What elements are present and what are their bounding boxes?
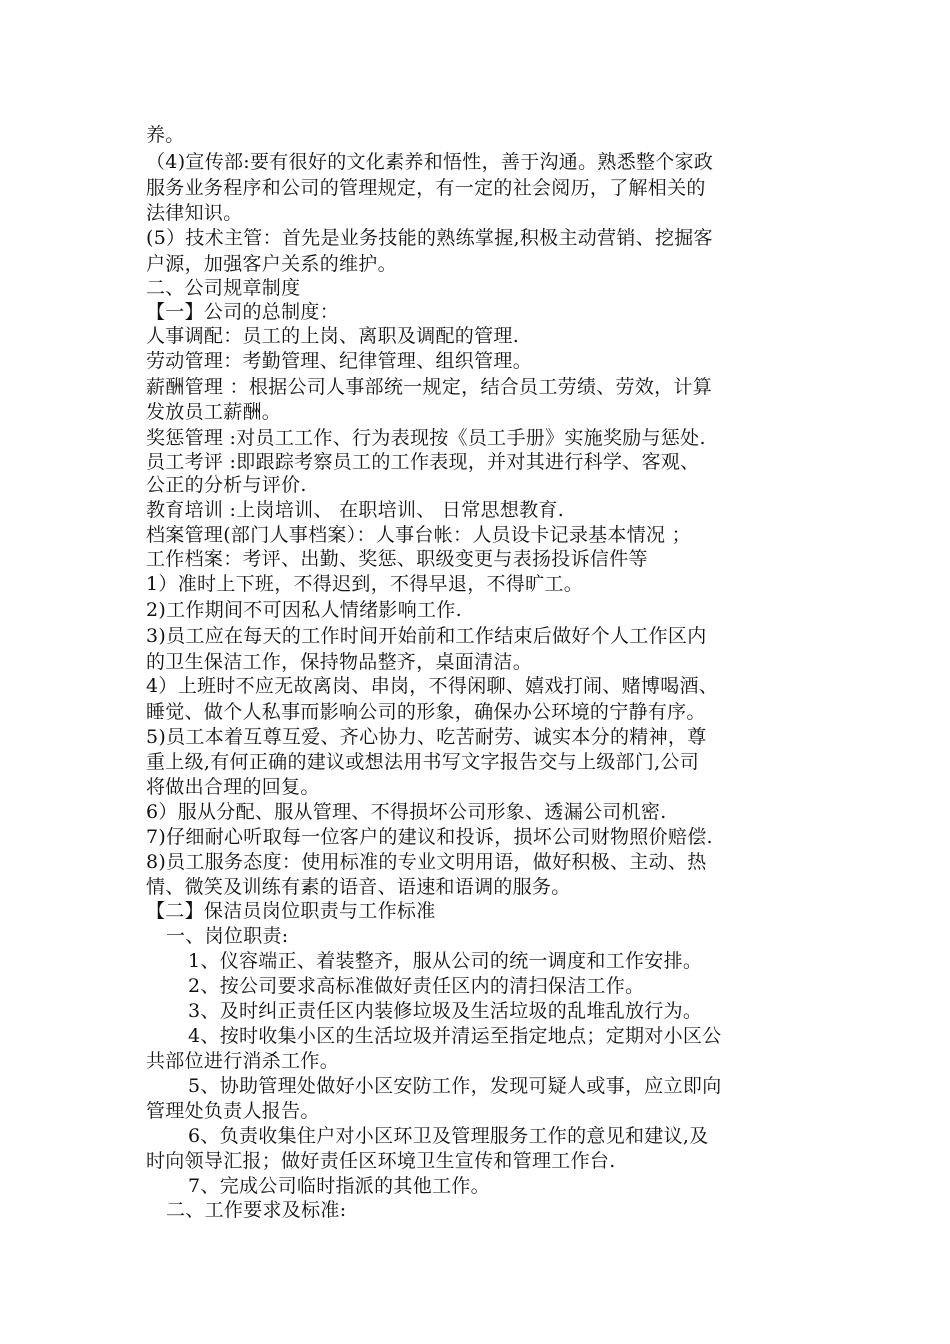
text-line: (5）技术主管：首先是业务技能的熟练掌握,积极主动营销、挖掘客	[146, 227, 713, 249]
text-line: 档案管理(部门人事档案）：人事台帐：人员设卡记录基本情况 ；	[146, 524, 691, 546]
text-line: 2)工作期间不可因私人情绪影响工作.	[146, 599, 462, 621]
subsection-heading: 【二】保洁员岗位职责与工作标准	[146, 900, 436, 922]
subsection-heading: 【一】公司的总制度：	[146, 301, 340, 323]
text-line: 户源，加强客户关系的维护。	[146, 253, 397, 275]
list-item: 7、完成公司临时指派的其他工作。	[188, 1175, 490, 1197]
text-line: 教育培训 :上岗培训、 在职培训、 日常思想教育.	[146, 499, 565, 521]
list-item: 5、协助管理处做好小区安防工作，发现可疑人或事，应立即向	[188, 1075, 722, 1097]
section-heading: 二、工作要求及标准:	[166, 1199, 347, 1221]
list-item: 4、按时收集小区的生活垃圾并清运至指定地点；定期对小区公	[188, 1025, 722, 1047]
text-line: 4）上班时不应无故离岗、串岗，不得闲聊、嬉戏打闹、赌博喝酒、	[146, 675, 719, 697]
text-line: （4)宣传部:要有很好的文化素养和悟性，善于沟通。熟悉整个家政	[146, 151, 714, 173]
text-line: 人事调配：员工的上岗、离职及调配的管理.	[146, 325, 520, 347]
text-line: 奖惩管理 :对员工工作、行为表现按《员工手册》实施奖励与惩处.	[146, 427, 706, 449]
text-line: 管理处负责人报告。	[146, 1100, 320, 1122]
text-line: 发放员工薪酬。	[146, 401, 282, 423]
list-item: 3、及时纠正责任区内装修垃圾及生活垃圾的乱堆乱放行为。	[188, 1000, 703, 1022]
text-line: 服务业务程序和公司的管理规定，有一定的社会阅历，了解相关的	[146, 177, 706, 199]
text-line: 薪酬管理 ：根据公司人事部统一规定，结合员工劳绩、劳效，计算	[146, 376, 713, 398]
text-line: 法律知识。	[146, 202, 243, 224]
text-line: 时向领导汇报；做好责任区环境卫生宣传和管理工作台.	[146, 1150, 616, 1172]
text-line: 8)员工服务态度：使用标准的专业文明用语，做好积极、主动、热	[146, 851, 707, 873]
section-heading: 二、公司规章制度	[146, 277, 301, 299]
text-line: 养。	[146, 124, 185, 146]
text-line: 员工考评 :即跟踪考察员工的工作表现，并对其进行科学、客观、	[146, 451, 700, 473]
text-line: 的卫生保洁工作，保持物品整齐，桌面清洁。	[146, 651, 533, 673]
text-line: 5)员工本着互尊互爱、齐心协力、吃苦耐劳、诚实本分的精神，尊	[146, 726, 707, 748]
text-line: 工作档案：考评、出勤、奖惩、职级变更与表扬投诉信件等	[146, 548, 648, 570]
text-line: 情、微笑及训练有素的语音、语速和语调的服务。	[146, 876, 571, 898]
text-line: 3)员工应在每天的工作时间开始前和工作结束后做好个人工作区内	[146, 625, 707, 647]
text-line: 劳动管理：考勤管理、纪律管理、组织管理。	[146, 350, 533, 372]
text-line: 1）准时上下班，不得迟到，不得早退，不得旷工。	[146, 573, 583, 595]
text-line: 7)仔细耐心听取每一位客户的建议和投诉，损坏公司财物照价赔偿.	[146, 826, 713, 848]
list-item: 2、按公司要求高标准做好责任区内的清扫保洁工作。	[188, 975, 645, 997]
list-item: 6、负责收集住户对小区环卫及管理服务工作的意见和建议,及	[188, 1125, 709, 1147]
section-heading: 一、岗位职责:	[166, 925, 289, 947]
list-item: 1、仪容端正、着装整齐，服从公司的统一调度和工作安排。	[188, 950, 703, 972]
text-line: 将做出合理的回复。	[146, 776, 320, 798]
text-line: 公正的分析与评价.	[146, 474, 307, 496]
text-line: 睡觉、做个人私事而影响公司的形象，确保办公环境的宁静有序。	[146, 701, 706, 723]
text-line: 6）服从分配、服从管理、不得损坏公司形象、透漏公司机密.	[146, 801, 667, 823]
text-line: 共部位进行消杀工作。	[146, 1050, 340, 1072]
text-line: 重上级,有何正确的建议或想法用书写文字报告交与上级部门,公司	[146, 751, 700, 773]
